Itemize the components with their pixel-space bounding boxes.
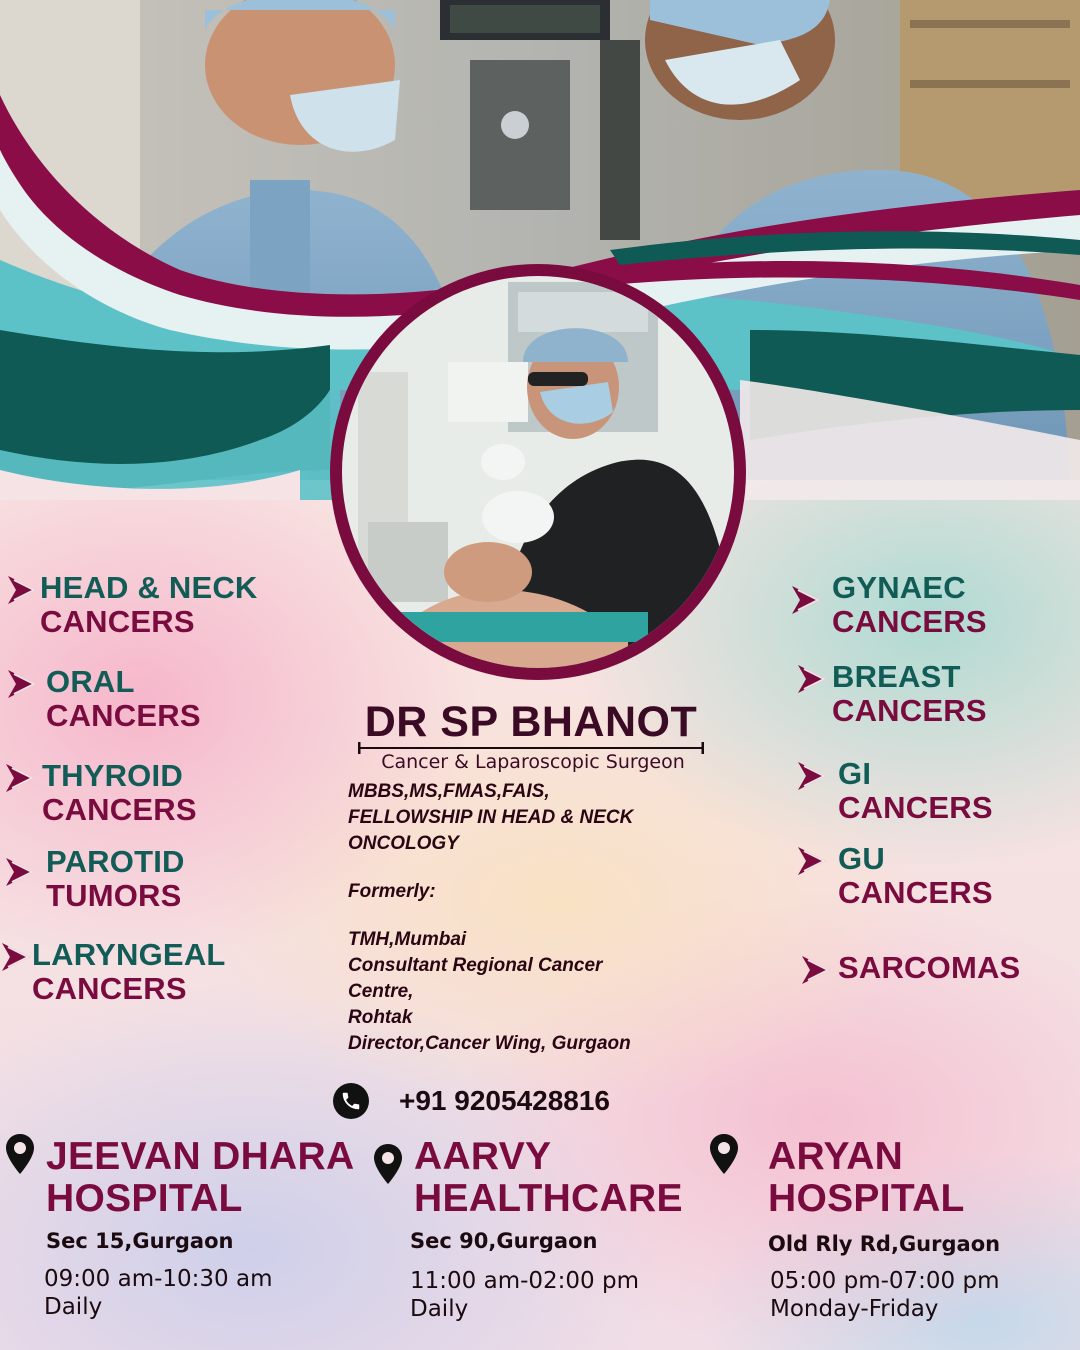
phone-number: +91 9205428816: [399, 1085, 610, 1116]
specialty-line1: SARCOMAS: [838, 950, 1021, 985]
doctor-portrait-photo: [328, 262, 748, 682]
specialty-line1: HEAD & NECK: [40, 570, 258, 605]
chevron-arrow-icon: [0, 940, 34, 974]
specialty-line1: GYNAEC: [832, 570, 966, 605]
phone-icon: [333, 1083, 369, 1119]
location-hours: 11:00 am-02:00 pm: [410, 1268, 639, 1294]
specialty-laryngeal: [0, 938, 226, 1006]
location-pin-icon: [6, 1134, 34, 1174]
specialty-line1: GI: [838, 756, 872, 791]
formerly-line: Consultant Regional Cancer: [348, 955, 603, 976]
specialty-line1: LARYNGEAL: [32, 937, 226, 972]
location-days: Monday-Friday: [770, 1296, 939, 1322]
qualification-line: ONCOLOGY: [348, 833, 459, 854]
location-name: HOSPITAL: [46, 1177, 243, 1220]
location-area: Old Rly Rd,Gurgaon: [768, 1232, 1001, 1256]
formerly-line: Director,Cancer Wing, Gurgaon: [348, 1033, 631, 1054]
chevron-arrow-icon: [4, 761, 38, 795]
specialty-line2: CANCERS: [40, 604, 195, 639]
location-hours: 09:00 am-10:30 am: [44, 1266, 273, 1292]
chevron-arrow-icon: [796, 759, 830, 793]
specialty-line2: CANCERS: [838, 875, 993, 910]
location-days: Daily: [44, 1294, 103, 1320]
qualification-line: FELLOWSHIP IN HEAD & NECK: [348, 807, 634, 828]
specialty-line1: ORAL: [46, 664, 135, 699]
specialty-gi: [796, 757, 993, 825]
specialty-line1: THYROID: [42, 758, 183, 793]
location-days: Daily: [410, 1296, 469, 1322]
specialty-line1: GU: [838, 841, 885, 876]
location-name: HOSPITAL: [768, 1177, 965, 1220]
formerly-label: Formerly:: [348, 881, 436, 902]
location-area: Sec 90,Gurgaon: [410, 1229, 598, 1253]
specialty-line1: BREAST: [832, 659, 961, 694]
specialty-breast: [796, 660, 987, 728]
qualification-line: MBBS,MS,FMAS,FAIS,: [348, 781, 550, 802]
location-area: Sec 15,Gurgaon: [46, 1229, 234, 1253]
location-pin-icon: [374, 1144, 402, 1184]
specialty-line2: CANCERS: [838, 790, 993, 825]
specialty-sarcomas: [800, 951, 1020, 987]
location-name: HEALTHCARE: [414, 1177, 683, 1220]
specialty-line2: CANCERS: [32, 971, 187, 1006]
location-hours: 05:00 pm-07:00 pm: [770, 1268, 1000, 1294]
specialty-gu: [796, 842, 993, 910]
specialty-gynaec: [790, 571, 987, 639]
chevron-arrow-icon: [800, 953, 834, 987]
chevron-arrow-icon: [796, 662, 830, 696]
formerly-line: Centre,: [348, 981, 414, 1002]
formerly-line: TMH,Mumbai: [348, 929, 467, 950]
chevron-arrow-icon: [6, 667, 40, 701]
location-pin-icon: [710, 1134, 738, 1174]
specialty-head-neck: [6, 571, 258, 639]
specialty-line2: CANCERS: [832, 693, 987, 728]
chevron-arrow-icon: [796, 844, 830, 878]
phone-contact[interactable]: [333, 1083, 610, 1119]
specialty-thyroid: [4, 759, 197, 827]
chevron-arrow-icon: [4, 855, 38, 889]
doctor-title: Cancer & Laparoscopic Surgeon: [381, 751, 685, 773]
specialty-line2: CANCERS: [46, 698, 201, 733]
chevron-arrow-icon: [6, 573, 40, 607]
location-name: JEEVAN DHARA: [46, 1135, 355, 1178]
specialty-line1: PAROTID: [46, 844, 185, 879]
doctor-qualifications: [348, 779, 708, 1057]
specialty-oral: [6, 665, 201, 733]
doctor-name: DR SP BHANOT: [364, 698, 698, 746]
location-name: AARVY: [414, 1135, 552, 1178]
specialty-parotid: [4, 845, 185, 913]
specialty-line2: CANCERS: [42, 792, 197, 827]
specialty-line2: CANCERS: [832, 604, 987, 639]
formerly-line: Rohtak: [348, 1007, 413, 1028]
chevron-arrow-icon: [790, 583, 824, 617]
location-name: ARYAN: [768, 1135, 904, 1178]
specialty-line2: TUMORS: [46, 878, 182, 913]
